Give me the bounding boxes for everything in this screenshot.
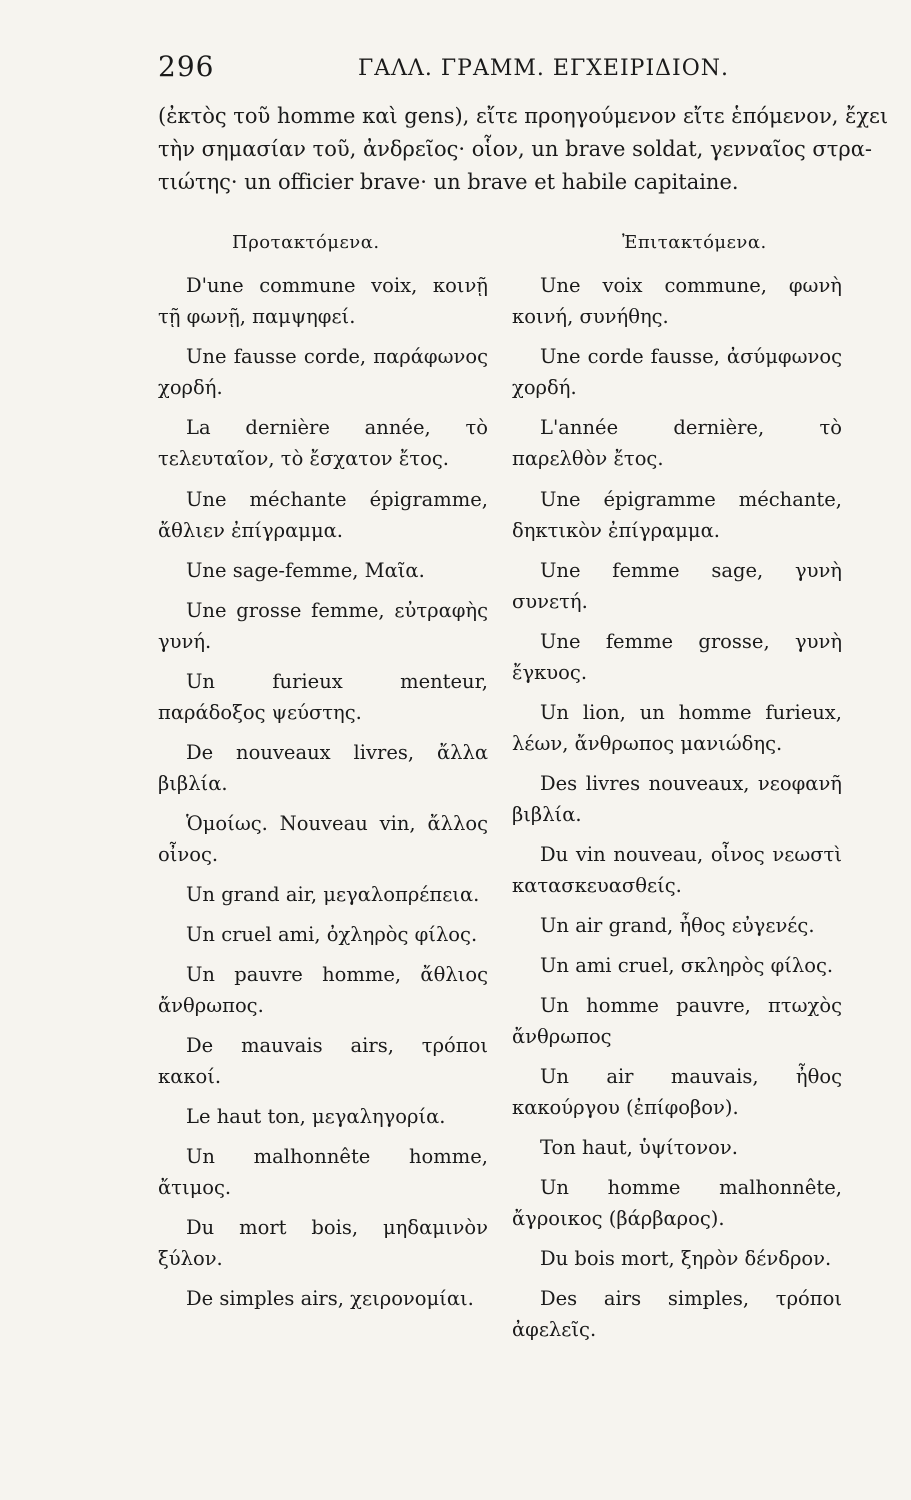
left-entry: De simples airs, χειρονομίαι. bbox=[186, 1287, 474, 1310]
running-head bbox=[158, 50, 848, 90]
right-column bbox=[512, 270, 842, 1354]
right-entry: Du vin nouveau, οἶνος νεωστὶ κατασκευασθείς. bbox=[512, 843, 842, 897]
left-entry: Un furieux menteur, παράδοξος ψεύστης. bbox=[158, 670, 488, 724]
left-entry: De nouveaux livres, ἄλλα βιβλία. bbox=[158, 741, 488, 795]
intro-paragraph bbox=[158, 100, 889, 199]
left-entry: Un malhonnête homme, ἄτιμος. bbox=[158, 1145, 488, 1199]
left-entry: Une méchante épigramme, ἄθλιεν ἐπίγραμμα. bbox=[158, 488, 488, 542]
left-entry: Un cruel ami, ὀχληρὸς φίλος. bbox=[186, 923, 478, 946]
left-entry: Du mort bois, μηδαμινὸν ξύλον. bbox=[158, 1216, 488, 1270]
header-title: ΓΑΛΛ. ΓΡΑΜΜ. ΕΓΧΕΙΡΙΔΙΟΝ. bbox=[358, 56, 729, 81]
right-entry: Un homme malhonnête, ἄγροικος (βάρβαρος). bbox=[512, 1176, 842, 1230]
left-entry: Un grand air, μεγαλοπρέπεια. bbox=[186, 883, 480, 906]
page-number: 296 bbox=[158, 50, 215, 83]
left-entry: De mauvais airs, τρόποι κακοί. bbox=[158, 1034, 488, 1088]
right-entry: Un lion, un homme furieux, λέων, ἄνθρωπος μανιώδης. bbox=[512, 701, 842, 755]
right-entry: Des livres nouveaux, νεοφανῆ βιβλία. bbox=[512, 772, 842, 826]
left-entry: Une fausse corde, παράφωνος χορδή. bbox=[158, 345, 488, 399]
left-entry: La dernière année, τὸ τελευταῖον, τὸ ἔσχατον ἔτος. bbox=[158, 416, 488, 470]
right-entry: Une femme sage, γυνὴ συνετή. bbox=[512, 559, 842, 613]
right-entry: Du bois mort, ξηρὸν δένδρον. bbox=[540, 1247, 832, 1270]
left-entry: Le haut ton, μεγαληγορία. bbox=[186, 1105, 446, 1128]
intro-line: τιώτης· un officier brave· un brave et habile capitaine. bbox=[158, 170, 739, 194]
left-entry: D'une commune voix, κοινῇ τῇ φωνῇ, παμψηφεί. bbox=[158, 274, 488, 328]
right-entry: Un ami cruel, σκληρὸς φίλος. bbox=[540, 954, 834, 977]
right-entry: Une corde fausse, ἀσύμφωνος χορδή. bbox=[512, 345, 842, 399]
intro-line: τὴν σημασίαν τοῦ, ἀνδρεῖος· οἷον, un brave soldat, γενναῖος στρα- bbox=[158, 137, 873, 161]
intro-line: (ἐκτὸς τοῦ homme καὶ gens), εἴτε προηγούμενον εἴτε ἑπόμενον, ἔχει bbox=[158, 104, 889, 128]
right-entry: Une femme grosse, γυνὴ ἔγκυος. bbox=[512, 630, 842, 684]
right-entry: Un homme pauvre, πτωχὸς ἄνθρωπος bbox=[512, 994, 842, 1048]
right-entry: L'année dernière, τὸ παρελθὸν ἔτος. bbox=[512, 416, 842, 470]
right-entry: Ton haut, ὑψίτονον. bbox=[540, 1136, 738, 1159]
right-entry: Un air mauvais, ἦθος κακούργου (ἐπίφοβον). bbox=[512, 1065, 842, 1119]
left-entry: Une sage-femme, Μαῖα. bbox=[186, 559, 425, 582]
left-entry: Une grosse femme, εὐτραφὴς γυνή. bbox=[158, 599, 488, 653]
right-entry: Une épigramme méchante, δηκτικὸν ἐπίγραμμα. bbox=[512, 488, 842, 542]
left-entry: Un pauvre homme, ἄθλιος ἄνθρωπος. bbox=[158, 963, 488, 1017]
right-entry: Un air grand, ἦθος εὐγενές. bbox=[540, 914, 815, 937]
left-entry: Ὁμοίως. Nouveau vin, ἄλλος οἶνος. bbox=[158, 812, 488, 866]
left-column bbox=[158, 270, 488, 1323]
right-entry: Des airs simples, τρόποι ἀφελεῖς. bbox=[512, 1287, 842, 1341]
left-column-heading: Προτακτόμενα. bbox=[232, 232, 380, 253]
right-column-heading: Ἐπιτακτόμενα. bbox=[622, 232, 767, 253]
right-entry: Une voix commune, φωνὴ κοινή, συνήθης. bbox=[512, 274, 842, 328]
